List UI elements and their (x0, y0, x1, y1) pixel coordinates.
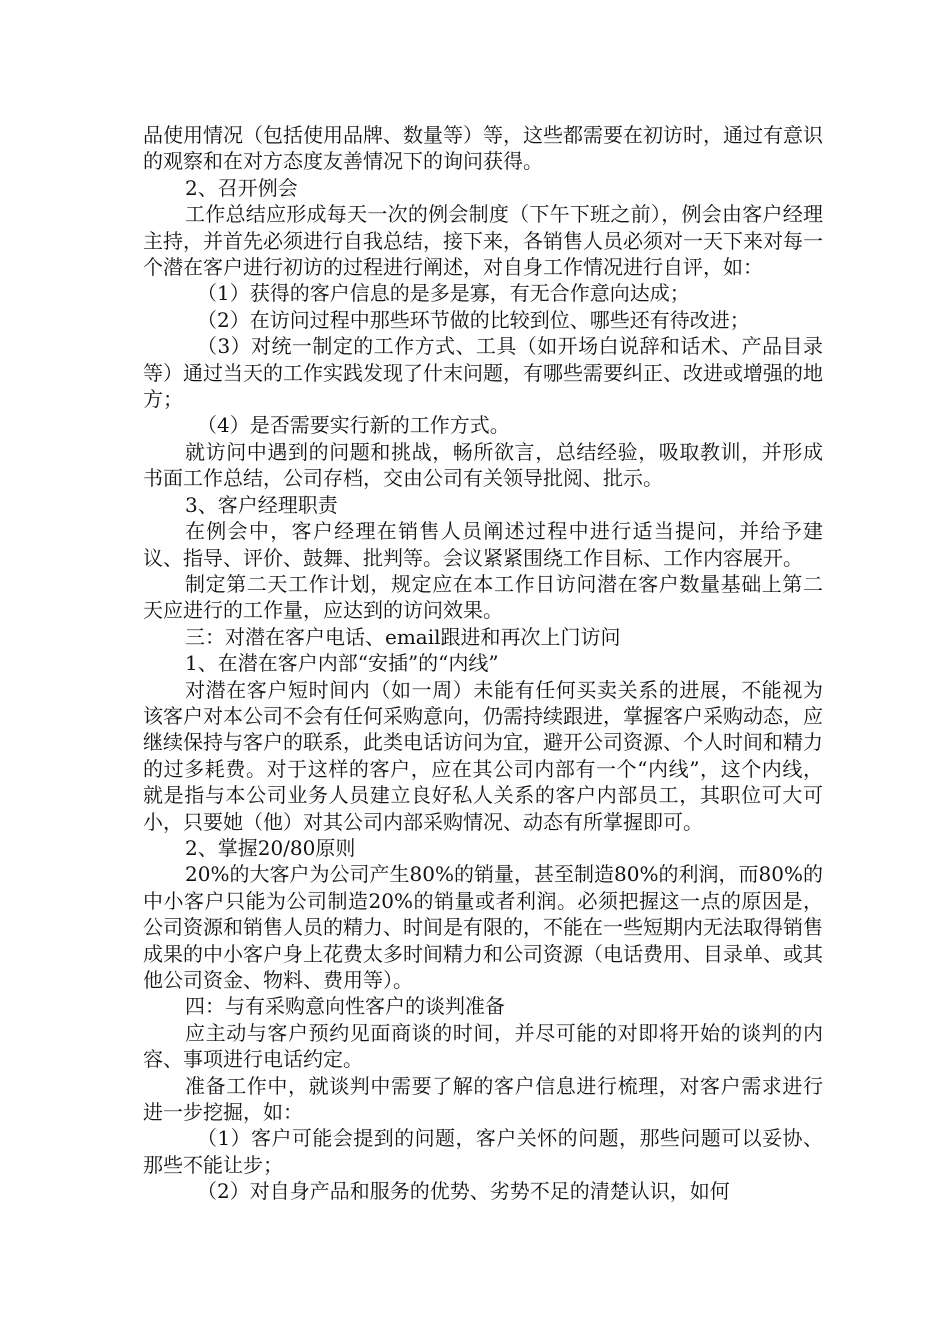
section-heading: 四：与有采购意向性客户的谈判准备 (185, 994, 505, 1019)
body-paragraph: 20%的大客户为公司产生80%的销量，甚至制造80%的利润，而80%的中小客户只能为公司制造20%的销量或者利润。必须把握这一点的原因是，公司资源和销售人员的精力、时间是有限的，不能在一些短期内无法取得销售成果的中小客户身上花费太多时间精力和公司资源（电话费用、目录单、或其他公司资金、物料、费用等）。 (143, 862, 823, 992)
section-heading: 1、在潜在客户内部“安插”的“内线” (185, 651, 499, 676)
body-paragraph: 工作总结应形成每天一次的例会制度（下午下班之前），例会由客户经理主持，并首先必须进行自我总结，接下来，各销售人员必须对一天下来对每一个潜在客户进行初访的过程进行阐述，对自身工作情况进行自评，如： (143, 202, 823, 280)
section-heading: 2、召开例会 (185, 175, 298, 200)
list-item: （2）对自身产品和服务的优势、劣势不足的清楚认识，如何 (197, 1179, 730, 1204)
list-item: （4）是否需要实行新的工作方式。 (197, 413, 510, 438)
body-paragraph: 应主动与客户预约见面商谈的时间，并尽可能的对即将开始的谈判的内容、事项进行电话约定。 (143, 1020, 823, 1072)
list-item: （1）获得的客户信息的是多是寡，有无合作意向达成； (197, 281, 690, 306)
list-item: （2）在访问过程中那些环节做的比较到位、哪些还有待改进； (197, 307, 750, 332)
list-item: （1）客户可能会提到的问题，客户关怀的问题，那些问题可以妥协、那些不能让步； (143, 1126, 823, 1177)
body-paragraph: 对潜在客户短时间内（如一周）未能有任何买卖关系的进展，不能视为该客户对本公司不会有任何采购意向，仍需持续跟进，掌握客户采购动态，应继续保持与客户的联系，此类电话访问为宜，避开公司资源、个人时间和精力的过多耗费。对于这样的客户，应在其公司内部有一个“内线”，这个内线，就是指与本公司业务人员建立良好私人关系的客户内部员工，其职位可大可小，只要她（他）对其公司内部采购情况、动态有所掌握即可。 (143, 677, 823, 834)
section-heading: 3、客户经理职责 (185, 492, 338, 517)
section-heading: 三：对潜在客户电话、email跟进和再次上门访问 (185, 624, 621, 649)
section-heading: 2、掌握20/80原则 (185, 835, 356, 860)
list-item: （3）对统一制定的工作方式、工具（如开场白说辞和话术、产品目录等）通过当天的工作实践发现了什末问题，有哪些需要纠正、改进或增强的地方； (143, 334, 823, 412)
body-paragraph: 准备工作中，就谈判中需要了解的客户信息进行梳理，对客户需求进行进一步挖掘，如： (143, 1073, 823, 1125)
body-paragraph: 制定第二天工作计划，规定应在本工作日访问潜在客户数量基础上第二天应进行的工作量，应达到的访问效果。 (143, 571, 823, 623)
body-paragraph: 就访问中遇到的问题和挑战，畅所欲言，总结经验，吸取教训，并形成书面工作总结，公司存档，交由公司有关领导批阅、批示。 (143, 439, 823, 491)
body-paragraph: 品使用情况（包括使用品牌、数量等）等，这些都需要在初访时，通过有意识的观察和在对方态度友善情况下的询问获得。 (143, 123, 823, 174)
document-body (143, 122, 823, 1205)
body-paragraph: 在例会中，客户经理在销售人员阐述过程中进行适当提问，并给予建议、指导、评价、鼓舞、批判等。会议紧紧围绕工作目标、工作内容展开。 (143, 519, 823, 570)
